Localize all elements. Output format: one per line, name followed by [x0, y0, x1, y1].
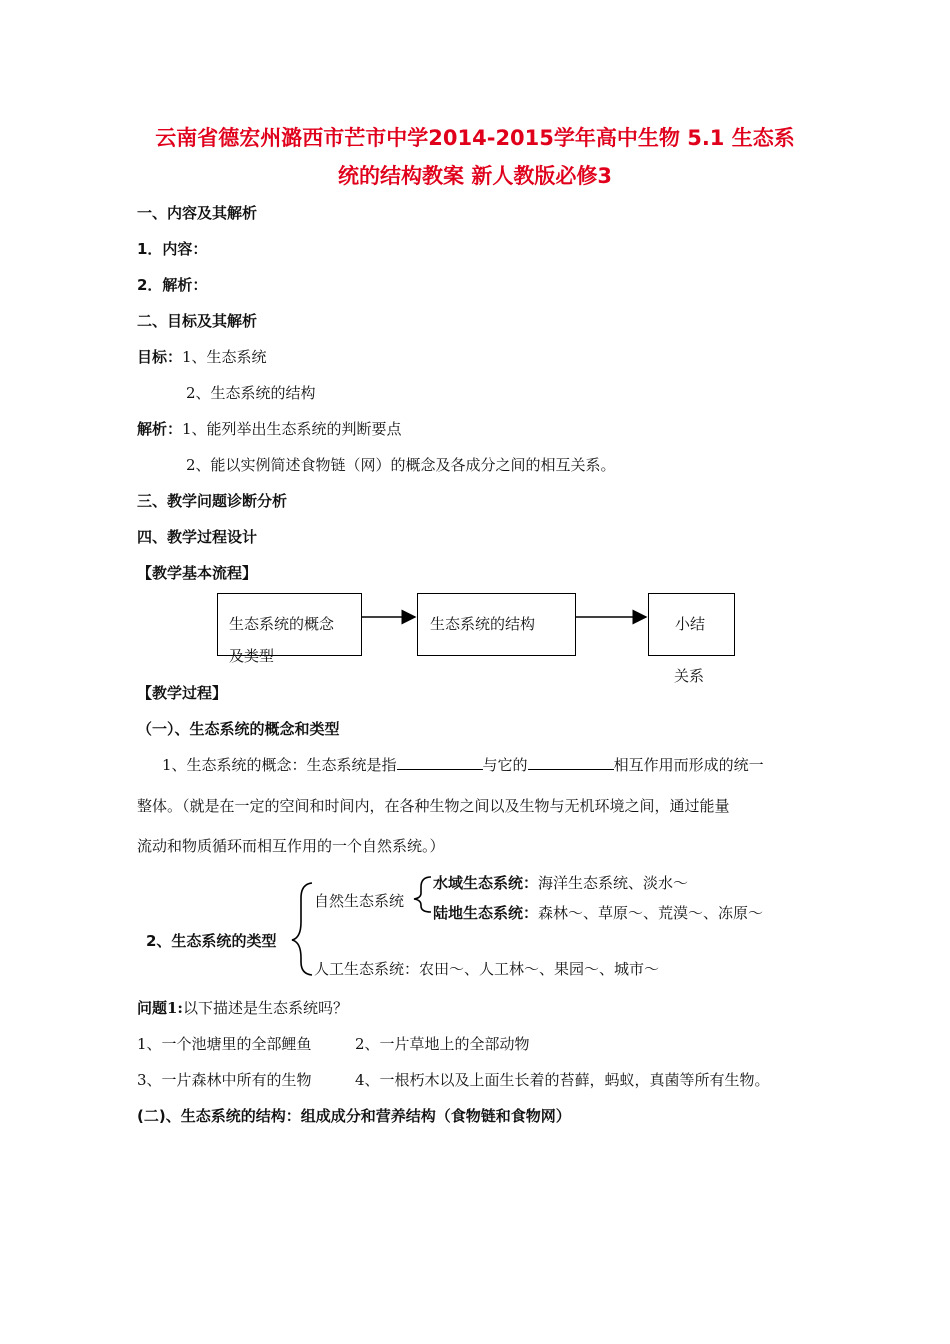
inner-brace — [414, 877, 431, 912]
flow-box-summary-label: 小结 — [675, 615, 706, 633]
flow-box-concept-line2: 及类型 — [229, 647, 275, 665]
artificial-ecosystem-items: 农田～、人工林～、果园～、城市～ — [419, 960, 660, 978]
artificial-ecosystem-row — [314, 958, 659, 979]
question-item-1: 1、一个池塘里的全部鲤鱼 — [137, 1035, 312, 1053]
section-heading-goals: 二、目标及其解析 — [137, 312, 258, 330]
analysis-item-2: 2、能以实例简述食物链（网）的概念及各成分之间的相互关系。 — [186, 456, 616, 474]
document-title-line1: 云南省德宏州潞西市芒市中学2014-2015学年高中生物 5.1 生态系 — [155, 126, 795, 150]
analysis-label: 解析： — [137, 420, 183, 438]
concept-line-3: 流动和物质循环而相互作用的一个自然系统。） — [137, 837, 445, 855]
section-heading-design: 四、教学过程设计 — [137, 528, 258, 546]
artificial-ecosystem-label: 人工生态系统： — [314, 960, 420, 978]
types-label: 2、生态系统的类型 — [146, 932, 277, 950]
question-item-2: 2、一片草地上的全部动物 — [355, 1035, 530, 1053]
analysis-item-1: 1、能列举出生态系统的判断要点 — [182, 420, 402, 438]
question-item-3: 3、一片森林中所有的生物 — [137, 1071, 312, 1089]
subsection-structure: (二)、生态系统的结构：组成成分和营养结构（食物链和食物网） — [137, 1107, 571, 1125]
outer-brace — [292, 883, 312, 975]
section-heading-content: 一、内容及其解析 — [137, 204, 258, 222]
question-row — [137, 997, 348, 1018]
land-ecosystem-items: 森林～、草原～、荒漠～、冻原～ — [538, 904, 764, 922]
flow-box-structure-label: 生态系统的结构 — [430, 615, 536, 633]
concept-text-c: 相互作用而形成的统一 — [613, 756, 764, 774]
subsection-concept-types: （一）、生态系统的概念和类型 — [137, 720, 340, 738]
land-ecosystem-label: 陆地生态系统： — [433, 904, 539, 922]
goal-label: 目标： — [137, 348, 183, 366]
land-ecosystem-row — [433, 902, 763, 923]
flow-caption: 关系 — [674, 667, 705, 685]
question-label: 问题1: — [137, 999, 183, 1017]
water-ecosystem-items: 海洋生态系统、淡水～ — [538, 874, 689, 892]
concept-line-2: 整体。（就是在一定的空间和时间内，在各种生物之间以及生物与无机环境之间，通过能量 — [137, 797, 730, 815]
flow-box-concept-line1: 生态系统的概念 — [229, 615, 335, 633]
process-heading: 【教学过程】 — [137, 684, 228, 702]
goal-item-2: 2、生态系统的结构 — [186, 384, 316, 402]
item-analysis: 2．解析： — [137, 276, 208, 294]
question-text: 以下描述是生态系统吗？ — [182, 999, 348, 1017]
goal-item-1: 1、生态系统 — [182, 348, 267, 366]
concept-text-a: 1、生态系统的概念：生态系统是指 — [162, 756, 397, 774]
section-heading-diagnosis: 三、教学问题诊断分析 — [137, 492, 288, 510]
water-ecosystem-row — [433, 872, 688, 893]
question-item-4: 4、一根朽木以及上面生长着的苔藓，蚂蚁，真菌等所有生物。 — [355, 1071, 770, 1089]
concept-text-b: 与它的 — [482, 756, 528, 774]
water-ecosystem-label: 水域生态系统： — [433, 874, 539, 892]
flow-heading: 【教学基本流程】 — [137, 564, 258, 582]
item-content: 1．内容： — [137, 240, 208, 258]
document-title-line2: 统的结构教案 新人教版必修3 — [338, 164, 612, 188]
natural-ecosystem-label: 自然生态系统 — [314, 892, 405, 910]
